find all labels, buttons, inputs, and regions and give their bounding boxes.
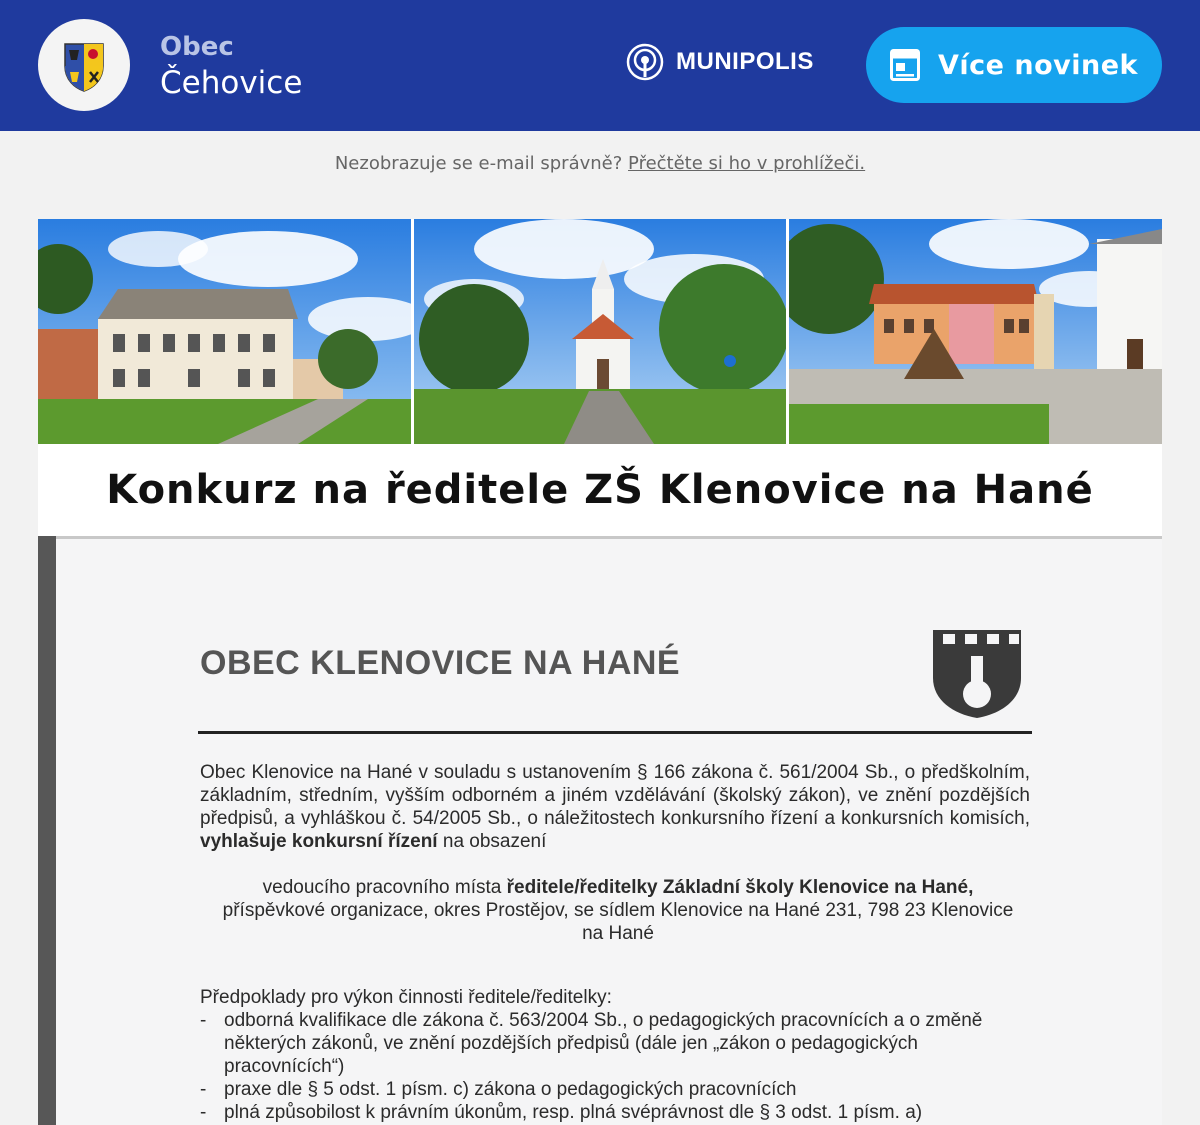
article-title[interactable]: Konkurz na ředitele ZŠ Klenovice na Hané bbox=[106, 467, 1094, 513]
article-title-bar bbox=[38, 444, 1162, 536]
email-notice bbox=[0, 153, 1200, 183]
list-item: - plná způsobilost k právním úkonům, resp. plná svéprávnost dle § 3 odst. 1 písm. a) bbox=[200, 1101, 1030, 1124]
photo-school-building bbox=[38, 219, 411, 444]
coat-of-arms-logo[interactable] bbox=[38, 19, 130, 111]
requirements-list bbox=[200, 1009, 1030, 1124]
position-rest: příspěvkové organizace, okres Prostějov, se sídlem Klenovice na Hané 231, 798 23 Klenovice na Hané bbox=[222, 900, 1014, 944]
header-bar bbox=[0, 0, 1200, 131]
munipolis-label: MUNIPOLIS bbox=[676, 48, 814, 75]
intro-bold: vyhlašuje konkursní řízení bbox=[200, 831, 438, 852]
org-prefix: Obec bbox=[160, 32, 234, 62]
more-news-button[interactable] bbox=[866, 27, 1162, 103]
document-intro-paragraph bbox=[200, 761, 1030, 853]
klenovice-coat-of-arms-icon bbox=[931, 628, 1023, 720]
document-position-paragraph bbox=[218, 876, 1018, 945]
newspaper-icon bbox=[890, 49, 920, 81]
document-requirements bbox=[200, 986, 1030, 1124]
notice-text: Nezobrazuje se e-mail správně? bbox=[334, 153, 623, 174]
village-photo-strip bbox=[38, 219, 1162, 444]
intro-text: Obec Klenovice na Hané v souladu s ustanovením § 166 zákona č. 561/2004 Sb., o předškolním, základním, středním, vyšším odborném a jiném vzdělávání (školský zákon), ve znění pozdějších předpisů, a vyhláškou č. 54/2005 Sb., o náležitostech konkursního řízení a konkursních komisích, bbox=[200, 762, 1030, 829]
article-card bbox=[38, 219, 1162, 536]
document-top-edge bbox=[56, 536, 1162, 539]
intro-end: na obsazení bbox=[442, 831, 547, 852]
photo-church bbox=[414, 219, 787, 444]
munipolis-brand[interactable] bbox=[626, 43, 814, 81]
photo-town-hall bbox=[789, 219, 1162, 444]
scanned-document bbox=[38, 536, 1162, 1125]
document-left-edge bbox=[38, 536, 56, 1125]
position-text: vedoucího pracovního místa bbox=[262, 877, 502, 898]
organization-name bbox=[160, 30, 302, 102]
list-item: - praxe dle § 5 odst. 1 písm. c) zákona o pedagogických pracovnících bbox=[200, 1078, 1030, 1101]
org-name: Čehovice bbox=[160, 65, 303, 101]
document-rule bbox=[198, 731, 1032, 734]
document-heading: OBEC KLENOVICE NA HANÉ bbox=[200, 644, 681, 682]
list-item: - odborná kvalifikace dle zákona č. 563/2004 Sb., o pedagogických pracovnících a o změně některých zákonů, ve znění pozdějších předpisů (dále jen „zákon o pedagogických pracovnících“) bbox=[200, 1009, 1030, 1078]
coat-of-arms-icon bbox=[55, 36, 113, 94]
broadcast-icon bbox=[626, 43, 664, 81]
requirements-title: Předpoklady pro výkon činnosti ředitele/ředitelky: bbox=[200, 987, 612, 1008]
view-in-browser-link[interactable]: Přečtěte si ho v prohlížeči. bbox=[628, 153, 866, 174]
position-bold: ředitele/ředitelky Základní školy Klenovice na Hané, bbox=[506, 877, 974, 898]
more-news-label: Více novinek bbox=[938, 49, 1138, 81]
